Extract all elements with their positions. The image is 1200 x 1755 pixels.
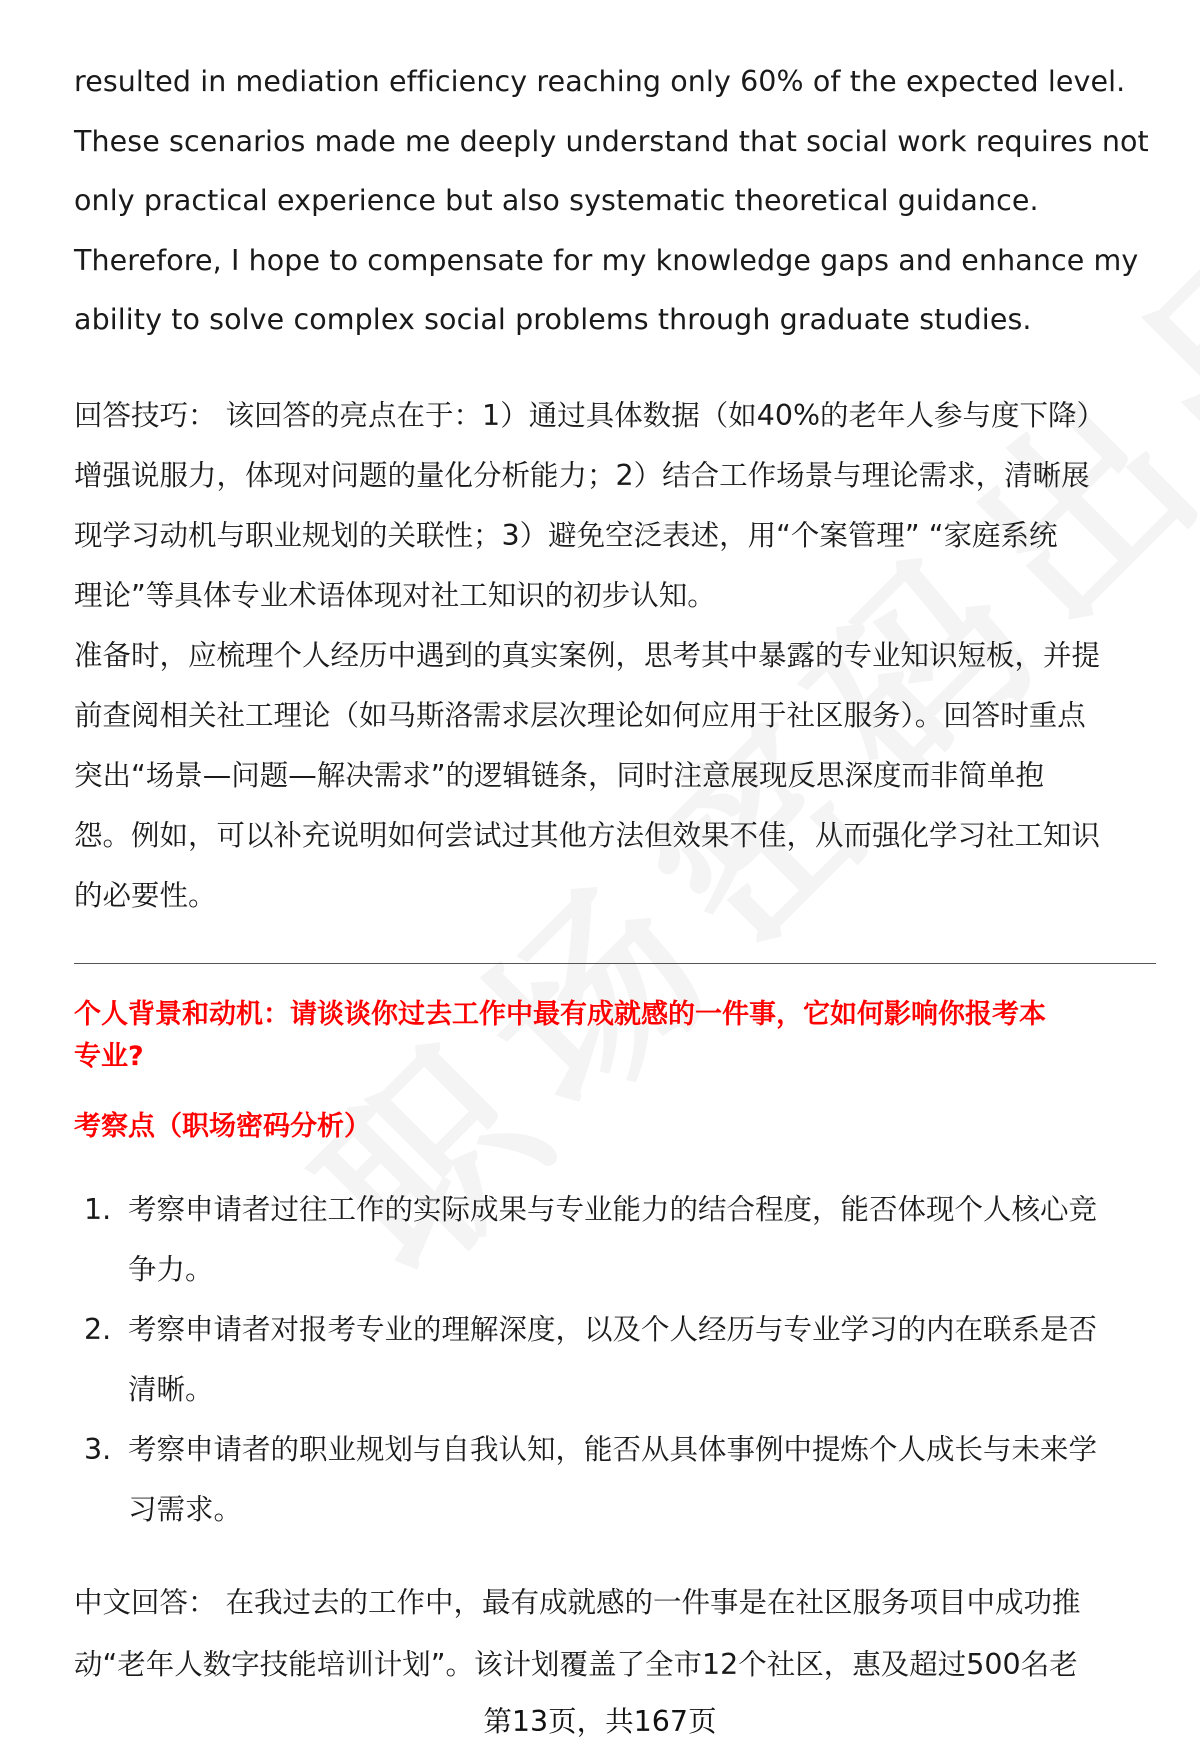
tips-line: 怨。例如，可以补充说明如何尝试过其他方法但效果不佳，从而强化学习社工知识 [74,818,1101,852]
list-item-number: 3. [84,1433,112,1466]
question-heading-line: 专业? [74,1041,144,1072]
question-heading [74,994,1046,1078]
english-answer-paragraph [74,52,1154,350]
list-item-line: 考察申请者的职业规划与自我认知，能否从具体事例中提炼个人成长与未来学 [128,1433,1098,1466]
list-item-line: 争力。 [128,1253,214,1286]
section-divider [74,963,1156,964]
tips-line: 理论”等具体专业术语体现对社工知识的初步认知。 [74,578,716,612]
chinese-answer-line: 动“老年人数字技能培训计划”。该计划覆盖了全市12个社区，惠及超过500名老 [74,1648,1078,1681]
english-answer-line: ability to solve complex social problems through graduate studies. [74,303,1032,336]
answer-tips-paragraph [74,386,1154,926]
question-heading-line: 个人背景和动机：请谈谈你过去工作中最有成就感的一件事，它如何影响你报考本 [74,999,1046,1030]
english-answer-line: only practical experience but also systematic theoretical guidance. [74,184,1039,217]
tips-line: 的必要性。 [74,878,217,912]
analysis-heading: 考察点（职场密码分析） [74,1111,371,1142]
list-item-line: 考察申请者对报考专业的理解深度，以及个人经历与专业学习的内在联系是否 [128,1313,1098,1346]
tips-line: 现学习动机与职业规划的关联性；3）避免空泛表述，用“个案管理” “家庭系统 [74,518,1058,552]
page-content [74,52,1154,926]
english-answer-line: resulted in mediation efficiency reaching only 60% of the expected level. [74,65,1126,98]
list-item-number: 2. [84,1313,112,1346]
tips-line: 突出“场景—问题—解决需求”的逻辑链条，同时注意展现反思深度而非简单抱 [74,758,1045,792]
tips-line: 增强说服力，体现对问题的量化分析能力；2）结合工作场景与理论需求，清晰展 [74,458,1090,492]
list-item [74,1420,1097,1540]
list-item-number: 1. [84,1193,112,1226]
analysis-points-list [74,1180,1097,1540]
tips-line: 前查阅相关社工理论（如马斯洛需求层次理论如何应用于社区服务）。回答时重点 [74,698,1086,732]
english-answer-line: Therefore, I hope to compensate for my knowledge gaps and enhance my [74,243,1139,277]
page-number-footer: 第13页，共167页 [483,1705,717,1738]
chinese-answer-paragraph [74,1572,1081,1696]
chinese-answer-line: 中文回答： 在我过去的工作中，最有成就感的一件事是在社区服务项目中成功推 [74,1586,1081,1619]
list-item-line: 清晰。 [128,1373,214,1406]
list-item-line: 考察申请者过往工作的实际成果与专业能力的结合程度，能否体现个人核心竞 [128,1193,1098,1226]
tips-line: 准备时，应梳理个人经历中遇到的真实案例，思考其中暴露的专业知识短板，并提 [74,638,1101,672]
english-answer-line: These scenarios made me deeply understand that social work requires not [74,124,1149,158]
list-item [74,1300,1097,1420]
list-item-line: 习需求。 [128,1493,243,1526]
list-item [74,1180,1097,1300]
tips-line: 回答技巧： 该回答的亮点在于：1）通过具体数据（如40%的老年人参与度下降） [74,398,1106,432]
